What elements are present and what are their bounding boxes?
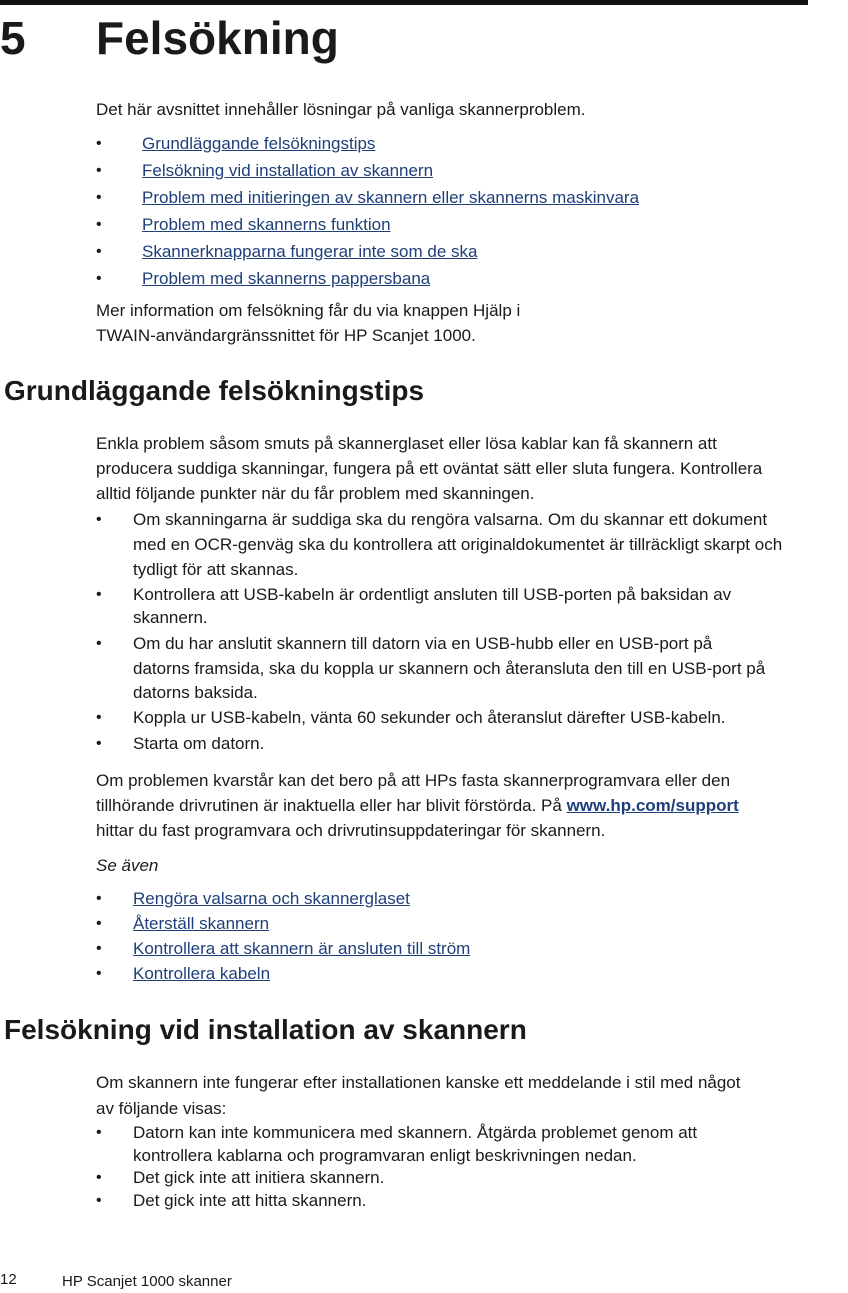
bullet-dot: •	[96, 1124, 102, 1141]
section-heading-basic-tips: Grundläggande felsökningstips	[4, 375, 425, 406]
paragraph-line: Om problemen kvarstår kan det bero på att HPs fasta skannerprogramvara eller den	[96, 771, 731, 790]
bullet-dot: •	[96, 635, 102, 652]
top-rule	[0, 0, 808, 5]
bullet-text: datorns framsida, ska du koppla ur skannern och återansluta den till en USB-port på	[133, 659, 766, 678]
bullet-text: Kontrollera att USB-kabeln är ordentligt ansluten till USB-porten på baksidan av	[133, 585, 732, 604]
bullet-dot: •	[96, 216, 102, 233]
bullet-dot: •	[96, 709, 102, 726]
more-info-line: Mer information om felsökning får du via knappen Hjälp i	[96, 301, 521, 320]
link-reset-scanner[interactable]: Återställ skannern	[133, 914, 270, 933]
bullet-dot: •	[96, 243, 102, 260]
section-heading-install: Felsökning vid installation av skannern	[4, 1014, 527, 1045]
bullet-dot: •	[96, 511, 102, 528]
link-buttons[interactable]: Skannerknapparna fungerar inte som de ska	[142, 242, 478, 261]
link-check-cable[interactable]: Kontrollera kabeln	[133, 964, 271, 983]
bullet-text: Om du har anslutit skannern till datorn via en USB-hubb eller en USB-port på	[133, 634, 713, 653]
bullet-dot: •	[96, 1192, 102, 1209]
bullet-text: kontrollera kablarna och programvaran enligt beskrivningen nedan.	[133, 1146, 637, 1165]
bullet-dot: •	[96, 586, 102, 603]
bullet-dot: •	[96, 965, 102, 982]
paragraph-text: tillhörande drivrutinen är inaktuella eller har blivit förstörda. På	[96, 796, 567, 815]
bullet-text: Datorn kan inte kommunicera med skannern. Åtgärda problemet genom att	[133, 1123, 698, 1142]
link-scanner-function[interactable]: Problem med skannerns funktion	[142, 215, 391, 234]
bullet-text: skannern.	[133, 608, 208, 627]
link-basic-tips[interactable]: Grundläggande felsökningstips	[142, 134, 376, 153]
bullet-dot: •	[96, 1169, 102, 1186]
see-also-label: Se även	[96, 856, 159, 875]
chapter-title: Felsökning	[96, 12, 339, 64]
bullet-text: datorns baksida.	[133, 683, 258, 702]
intro-text: Det här avsnittet innehåller lösningar på vanliga skannerproblem.	[96, 100, 586, 119]
paragraph-line: alltid följande punkter när du får problem med skanningen.	[96, 484, 535, 503]
bullet-text: med en OCR-genväg ska du kontrollera att originaldokumentet är tillräckligt skarpt och	[133, 535, 783, 554]
bullet-dot: •	[96, 135, 102, 152]
bullet-dot: •	[96, 189, 102, 206]
paragraph-line: Om skannern inte fungerar efter installationen kanske ett meddelande i stil med något	[96, 1073, 741, 1092]
link-paper-path[interactable]: Problem med skannerns pappersbana	[142, 269, 431, 288]
more-info-line: TWAIN-användargränssnittet för HP Scanjet 1000.	[96, 326, 476, 345]
bullet-text: Starta om datorn.	[133, 734, 265, 753]
bullet-dot: •	[96, 162, 102, 179]
paragraph-line-with-link	[96, 793, 739, 818]
bullet-text: Det gick inte att hitta skannern.	[133, 1191, 367, 1210]
bullet-dot: •	[96, 735, 102, 752]
bullet-dot: •	[96, 890, 102, 907]
bullet-text: Koppla ur USB-kabeln, vänta 60 sekunder och återanslut därefter USB-kabeln.	[133, 708, 726, 727]
link-init-hardware[interactable]: Problem med initieringen av skannern eller skannerns maskinvara	[142, 188, 640, 207]
hp-support-link[interactable]: www.hp.com/support	[566, 796, 739, 815]
bullet-text: tydligt för att skannas.	[133, 560, 299, 579]
paragraph-line: hittar du fast programvara och drivrutinsuppdateringar för skannern.	[96, 821, 606, 840]
paragraph-line: producera suddiga skanningar, fungera på ett oväntat sätt eller sluta fungera. Kontrollera	[96, 459, 763, 478]
bullet-dot: •	[96, 270, 102, 287]
paragraph-line: Enkla problem såsom smuts på skannerglaset eller lösa kablar kan få skannern att	[96, 434, 717, 453]
link-check-power[interactable]: Kontrollera att skannern är ansluten till ström	[133, 939, 471, 958]
bullet-dot: •	[96, 915, 102, 932]
bullet-text: Det gick inte att initiera skannern.	[133, 1168, 385, 1187]
bullet-text: Om skanningarna är suddiga ska du rengöra valsarna. Om du skannar ett dokument	[133, 510, 768, 529]
link-clean-rollers[interactable]: Rengöra valsarna och skannerglaset	[133, 889, 410, 908]
page-number: 12	[0, 1271, 17, 1288]
link-install-troubleshooting[interactable]: Felsökning vid installation av skannern	[142, 161, 434, 180]
bullet-dot: •	[96, 940, 102, 957]
footer-product-name: HP Scanjet 1000 skanner	[62, 1273, 232, 1290]
chapter-number: 5	[0, 12, 26, 64]
paragraph-line: av följande visas:	[96, 1099, 227, 1118]
